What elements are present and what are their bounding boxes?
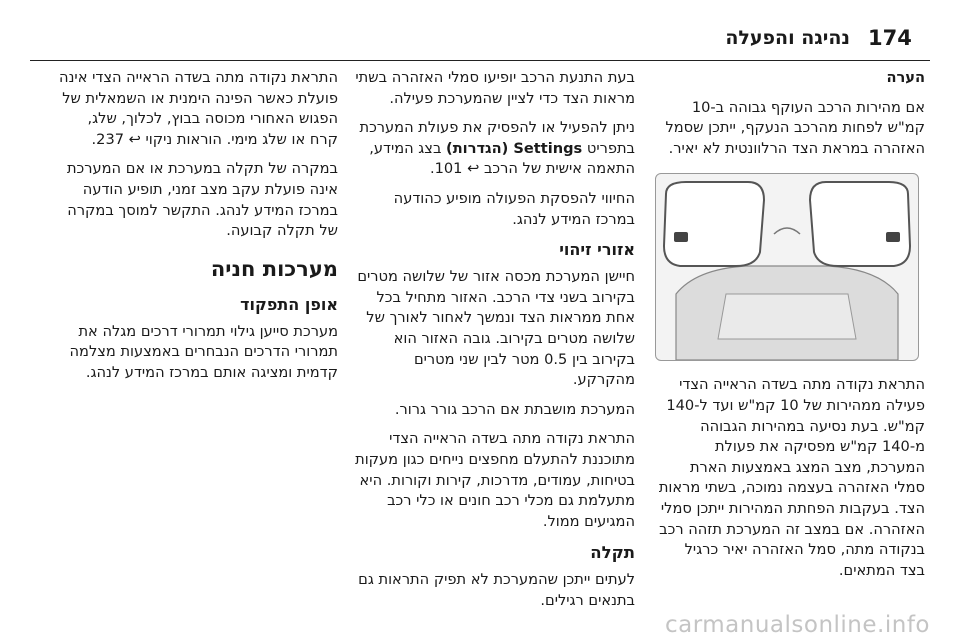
- column-middle: [352, 68, 635, 620]
- mirror-illustration: [655, 173, 919, 361]
- detection-zones-heading: אזורי זיהוי: [559, 240, 635, 260]
- note-text: אם מהירות הרכב העוקף גבוהה ב-10 קמ"ש לפחות מהרכב הנעקף, ייתכן שסמל האזהרה במראת הצד הרלוונטית לא יאיר.: [665, 98, 925, 157]
- settings-menu-label: Settings (הגדרות): [446, 139, 583, 157]
- trailer-paragraph: המערכת מושבתת אם הרכב גורר גרור.: [394, 400, 635, 418]
- header-rule: [30, 60, 930, 61]
- watermark: carmanualsonline.info: [664, 612, 930, 638]
- deactivation-paragraph: החיווי להפסקת הפעולה מופיע כהודעה במרכז המידע לנהג.: [393, 189, 635, 228]
- column-left: [55, 68, 338, 393]
- fault-heading: תקלה: [590, 543, 635, 563]
- column-right: [655, 68, 925, 590]
- subsection-heading: אופן התפקוד: [240, 294, 338, 314]
- fault-paragraph: לעתים ייתכן שהמערכת לא תפיק התראות גם בתנאים רגילים.: [358, 571, 635, 609]
- stationary-objects-paragraph: התראת נקודה מתה בשדה הראייה הצדי מתוכננת להתעלם מחפצים נייחים כגון מעקות בטיחות, עמודים, מדרכות, קירות וקורות. היא מתעלמת גם מכלי רכב חונים או כלי רכב המגיעים ממול.: [355, 430, 635, 530]
- page-number: 174: [868, 26, 912, 50]
- settings-paragraph: [352, 118, 635, 180]
- note-title: הערה: [886, 69, 925, 86]
- blind-spot-speed-paragraph: התראת נקודה מתה בשדה הראייה הצדי פעילה ממהירות של 10 קמ"ש ועד ל-140 קמ"ש. בעת נסיעה במהירות הגבוהה מ-140 קמ"ש מפסיקה את פעולת המערכת, מצב המצג באמצעות הארת סמלי האזהרה בעצמה נמוכה, בשתי מראות הצד. בעקבות הפחתת המהירות ייתכן סמלי האזהרה. אם במצב זה המערכת תזהה רכב בנקודה מתה, סמל האזהרה יאיר כרגיל בצד המתאים.: [658, 376, 925, 579]
- settings-suffix: בצג המידע, התאמה אישית של הרכב ↩ 101.: [369, 139, 635, 178]
- detection-zones-paragraph: חיישן המערכת מכסה אזור של שלושה מטרים בקירוב בשני צדי הרכב. האזור מתחיל בכל אחת ממראות הצד ונמשך לאחור לאורך של שלושה מטרים בקירוב. גובה האזור הוא בקירוב בין 0.5 מטר לבין שני מטרים מהקרקע.: [357, 268, 635, 389]
- page-header: [0, 26, 960, 60]
- traffic-sign-paragraph: מערכת סייען גילוי תמרורי דרכים מגלה את תמרורי הדרכים הנבחרים באמצעות מצלמה קדמית ומציגה אותם במרכז המידע לנהג.: [69, 322, 338, 381]
- section-heading: מערכות חניה: [210, 256, 338, 281]
- settings-prefix: ניתן להפעיל או להפסיק את פעולת המערכת בתפריט: [359, 119, 635, 157]
- bumper-dirt-paragraph: התראת נקודה מתה בשדה הראייה הצדי אינה פועלת כאשר הפינה הימנית או השמאלית של הפגוש האחורי מכוסה בבוץ, לכלוך, שלג, קרח או שלג מימי. הוראות ניקוי ↩ 237.: [59, 69, 338, 148]
- mirror-warning-illustration-icon: [656, 174, 918, 360]
- system-fault-paragraph: במקרה של תקלה במערכת או אם המערכת אינה פועלת עקב מצב זמני, תופיע הודעה במרכז המידע לנהג. התקשר למוסך במקרה של תקלה קבועה.: [66, 160, 338, 240]
- startup-paragraph: בעת התנעת הרכב יופיעו סמלי האזהרה בשתי מראות הצד כדי לציין שהמערכת פעילה.: [355, 69, 635, 107]
- running-title: נהיגה והפעלה: [725, 27, 850, 49]
